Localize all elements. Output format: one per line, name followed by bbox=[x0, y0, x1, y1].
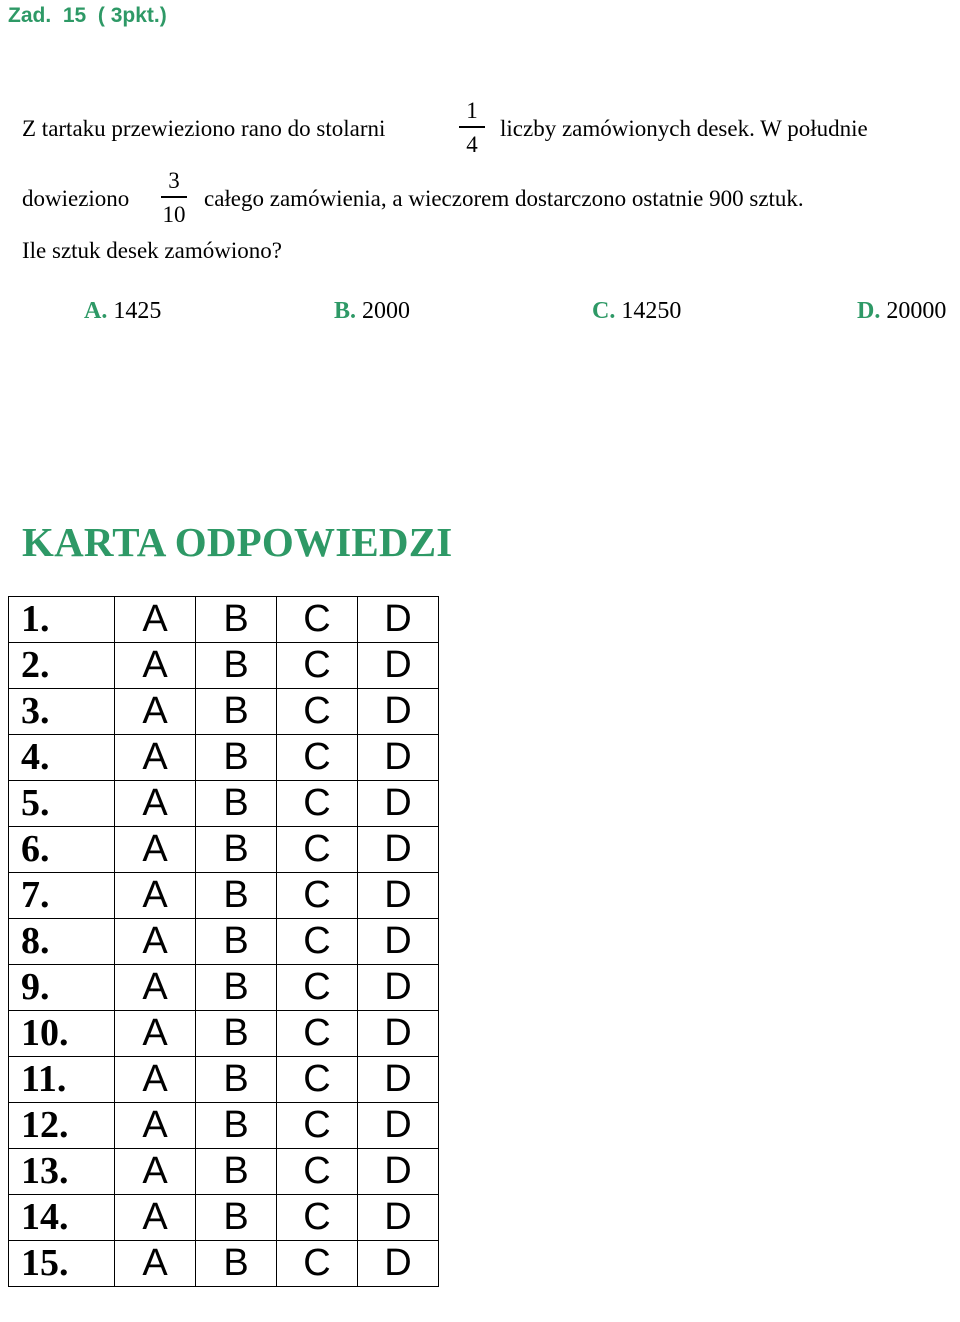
choice-b-cell[interactable]: B bbox=[196, 965, 277, 1011]
choice-c-cell[interactable]: C bbox=[277, 1011, 358, 1057]
choice-a-cell[interactable]: A bbox=[115, 1103, 196, 1149]
choice-d-cell[interactable]: D bbox=[358, 689, 439, 735]
choice-d-cell[interactable]: D bbox=[358, 873, 439, 919]
question-number: 4. bbox=[9, 735, 115, 781]
choice-a-cell[interactable]: A bbox=[115, 919, 196, 965]
problem-line2-before: dowieziono bbox=[22, 186, 130, 211]
choice-a-cell[interactable]: A bbox=[115, 781, 196, 827]
answer-row bbox=[9, 1149, 439, 1195]
question-number: 12. bbox=[9, 1103, 115, 1149]
answer-row bbox=[9, 919, 439, 965]
choice-d-cell[interactable]: D bbox=[358, 827, 439, 873]
answer-row bbox=[9, 781, 439, 827]
choice-a-cell[interactable]: A bbox=[115, 689, 196, 735]
choice-b-cell[interactable]: B bbox=[196, 597, 277, 643]
answer-row bbox=[9, 735, 439, 781]
choice-d-cell[interactable]: D bbox=[358, 965, 439, 1011]
problem-question: Ile sztuk desek zamówiono? bbox=[22, 238, 282, 263]
choice-a-cell[interactable]: A bbox=[115, 1241, 196, 1287]
option-c-value: 14250 bbox=[621, 298, 682, 324]
question-number: 8. bbox=[9, 919, 115, 965]
choice-b-cell[interactable]: B bbox=[196, 1195, 277, 1241]
question-number: 14. bbox=[9, 1195, 115, 1241]
choice-c-cell[interactable]: C bbox=[277, 873, 358, 919]
fraction1-denominator: 4 bbox=[466, 131, 478, 157]
answer-card-title: KARTA ODPOWIEDZI bbox=[22, 519, 453, 565]
choice-a-cell[interactable]: A bbox=[115, 643, 196, 689]
fraction2-denominator: 10 bbox=[162, 201, 186, 227]
answer-row bbox=[9, 965, 439, 1011]
choice-b-cell[interactable]: B bbox=[196, 1057, 277, 1103]
option-a-letter: A. bbox=[84, 298, 108, 324]
choice-d-cell[interactable]: D bbox=[358, 1149, 439, 1195]
choice-d-cell[interactable]: D bbox=[358, 735, 439, 781]
choice-c-cell[interactable]: C bbox=[277, 1149, 358, 1195]
choice-b-cell[interactable]: B bbox=[196, 1149, 277, 1195]
choice-c-cell[interactable]: C bbox=[277, 735, 358, 781]
fraction-three-tenths bbox=[154, 168, 194, 228]
choice-b-cell[interactable]: B bbox=[196, 643, 277, 689]
fraction-one-quarter bbox=[452, 98, 492, 158]
choice-a-cell[interactable]: A bbox=[115, 827, 196, 873]
choice-b-cell[interactable]: B bbox=[196, 781, 277, 827]
answer-row bbox=[9, 597, 439, 643]
question-number: 11. bbox=[9, 1057, 115, 1103]
problem-line1-after: liczby zamówionych desek. W południe bbox=[500, 116, 868, 141]
choice-d-cell[interactable]: D bbox=[358, 1103, 439, 1149]
answer-row bbox=[9, 643, 439, 689]
answer-row bbox=[9, 1011, 439, 1057]
option-b-letter: B. bbox=[334, 298, 357, 324]
choice-a-cell[interactable]: A bbox=[115, 1011, 196, 1057]
question-number: 1. bbox=[9, 597, 115, 643]
fraction1-numerator: 1 bbox=[466, 98, 478, 123]
question-number: 5. bbox=[9, 781, 115, 827]
choice-a-cell[interactable]: A bbox=[115, 965, 196, 1011]
answer-row bbox=[9, 873, 439, 919]
choice-d-cell[interactable]: D bbox=[358, 1195, 439, 1241]
choice-d-cell[interactable]: D bbox=[358, 781, 439, 827]
choice-d-cell[interactable]: D bbox=[358, 1057, 439, 1103]
choice-c-cell[interactable]: C bbox=[277, 827, 358, 873]
answer-row bbox=[9, 1103, 439, 1149]
choice-c-cell[interactable]: C bbox=[277, 1057, 358, 1103]
choice-a-cell[interactable]: A bbox=[115, 1195, 196, 1241]
choice-b-cell[interactable]: B bbox=[196, 689, 277, 735]
question-number: 9. bbox=[9, 965, 115, 1011]
answer-row bbox=[9, 1195, 439, 1241]
answer-card-rows bbox=[9, 597, 439, 1287]
choice-d-cell[interactable]: D bbox=[358, 597, 439, 643]
choice-d-cell[interactable]: D bbox=[358, 919, 439, 965]
choice-a-cell[interactable]: A bbox=[115, 1149, 196, 1195]
choice-c-cell[interactable]: C bbox=[277, 1103, 358, 1149]
question-number: 2. bbox=[9, 643, 115, 689]
choice-b-cell[interactable]: B bbox=[196, 1011, 277, 1057]
choice-c-cell[interactable]: C bbox=[277, 1241, 358, 1287]
choice-d-cell[interactable]: D bbox=[358, 643, 439, 689]
choice-c-cell[interactable]: C bbox=[277, 597, 358, 643]
choice-b-cell[interactable]: B bbox=[196, 827, 277, 873]
choice-b-cell[interactable]: B bbox=[196, 1103, 277, 1149]
question-number: 15. bbox=[9, 1241, 115, 1287]
question-number: 6. bbox=[9, 827, 115, 873]
answer-row bbox=[9, 1241, 439, 1287]
answer-row bbox=[9, 827, 439, 873]
answer-card-table bbox=[8, 596, 439, 1287]
choice-b-cell[interactable]: B bbox=[196, 735, 277, 781]
option-a-value: 1425 bbox=[113, 298, 162, 324]
question-number: 10. bbox=[9, 1011, 115, 1057]
choice-b-cell[interactable]: B bbox=[196, 873, 277, 919]
option-c-letter: C. bbox=[592, 298, 616, 324]
option-a bbox=[84, 298, 161, 325]
choice-a-cell[interactable]: A bbox=[115, 873, 196, 919]
choice-a-cell[interactable]: A bbox=[115, 1057, 196, 1103]
choice-d-cell[interactable]: D bbox=[358, 1011, 439, 1057]
option-b-value: 2000 bbox=[362, 298, 411, 324]
question-number: 3. bbox=[9, 689, 115, 735]
option-d-value: 20000 bbox=[886, 298, 947, 324]
question-number: 13. bbox=[9, 1149, 115, 1195]
option-d bbox=[857, 298, 946, 325]
choice-c-cell[interactable]: C bbox=[277, 965, 358, 1011]
option-d-letter: D. bbox=[857, 298, 881, 324]
option-c bbox=[592, 298, 681, 325]
choice-d-cell[interactable]: D bbox=[358, 1241, 439, 1287]
problem-line2-after: całego zamówienia, a wieczorem dostarczono ostatnie 900 sztuk. bbox=[204, 186, 804, 211]
option-b bbox=[334, 298, 410, 325]
answer-row bbox=[9, 1057, 439, 1103]
choice-c-cell[interactable]: C bbox=[277, 1195, 358, 1241]
choice-a-cell[interactable]: A bbox=[115, 735, 196, 781]
choice-b-cell[interactable]: B bbox=[196, 919, 277, 965]
fraction2-numerator: 3 bbox=[168, 168, 180, 193]
question-number: 7. bbox=[9, 873, 115, 919]
choice-a-cell[interactable]: A bbox=[115, 597, 196, 643]
choice-c-cell[interactable]: C bbox=[277, 781, 358, 827]
choice-c-cell[interactable]: C bbox=[277, 689, 358, 735]
problem-line1-before: Z tartaku przewieziono rano do stolarni bbox=[22, 116, 386, 141]
task-heading: Zad. 15 ( 3pkt.) bbox=[8, 4, 167, 27]
choice-c-cell[interactable]: C bbox=[277, 643, 358, 689]
answer-row bbox=[9, 689, 439, 735]
choice-c-cell[interactable]: C bbox=[277, 919, 358, 965]
choice-b-cell[interactable]: B bbox=[196, 1241, 277, 1287]
